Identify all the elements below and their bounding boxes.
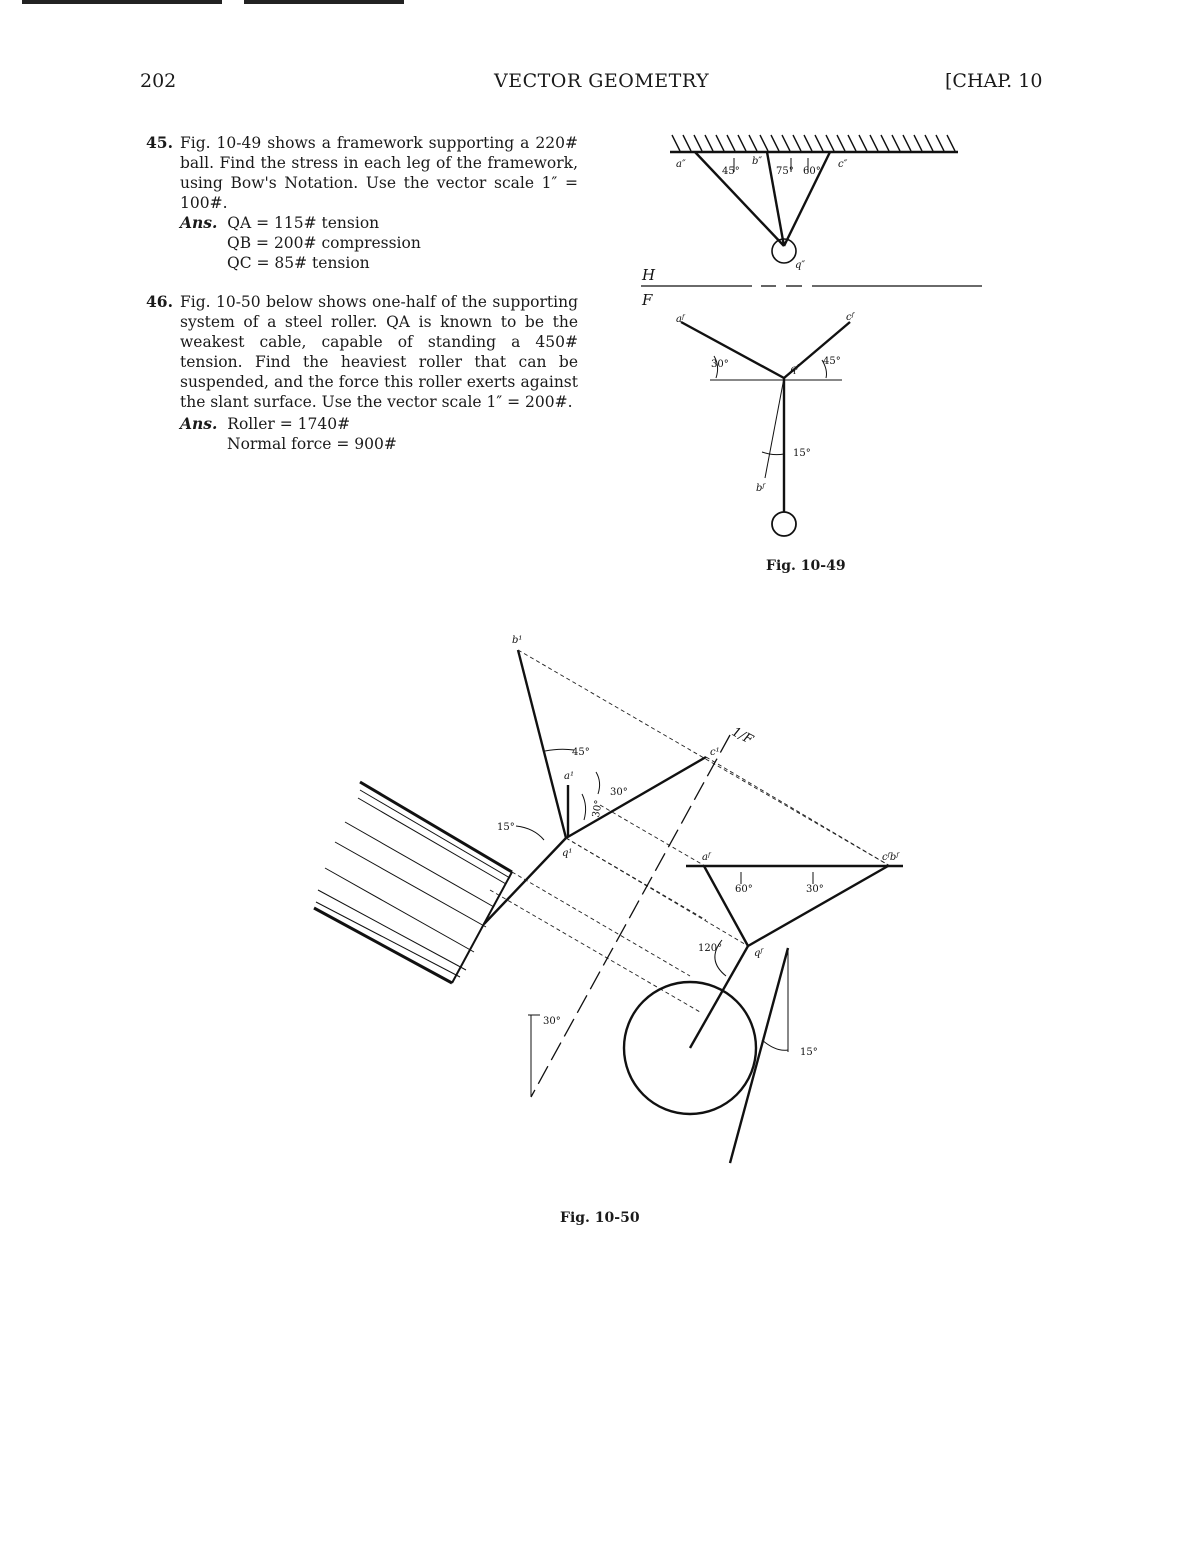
angle-120: 120° (698, 943, 723, 954)
angle-30-right: 30° (806, 884, 824, 895)
label-q-front: qᶠ (790, 364, 799, 375)
label-c1: c¹ (710, 747, 720, 758)
angle-60: 60° (735, 884, 753, 895)
label-f: F (642, 291, 653, 309)
label-b-front: bᶠ (756, 483, 765, 494)
angle-15-left: 15° (497, 822, 515, 833)
front-view-force-triangle (686, 866, 903, 1048)
angle-30-upper: 30° (610, 787, 628, 798)
angle-60-top: 60° (803, 166, 821, 177)
angle-45-top: 45° (722, 166, 740, 177)
label-b1: b¹ (512, 635, 523, 646)
figure-caption-10-49: Fig. 10-49 (766, 558, 846, 574)
running-title: VECTOR GEOMETRY (494, 70, 710, 92)
problem-number: 45. (146, 133, 173, 152)
problem-number: 46. (146, 292, 173, 311)
projection-lines (490, 650, 890, 1012)
angle-75-top: 75° (776, 166, 794, 177)
label-c-front: cᶠ (846, 312, 854, 323)
answer-line: QC = 85# tension (227, 254, 370, 272)
answer-label: Ans. (180, 414, 218, 433)
angle-45-front: 45° (823, 356, 841, 367)
problem-text: Fig. 10-50 below shows one-half of the supporting system of a steel roller. QA is known to be the weakest cable, capable of standing a 450# tension. Find the heaviest roller that can be suspended, and the force this roller exerts against the slant surface. Use the vector scale 1″ = 200#. (180, 293, 578, 411)
answer-line: QB = 200# compression (227, 234, 421, 252)
angle-45: 45° (572, 747, 590, 758)
figure-caption-10-50: Fig. 10-50 (560, 1210, 640, 1226)
answer-line: Normal force = 900# (227, 435, 397, 453)
label-fold-1f: 1/F (729, 724, 756, 748)
angle-15-right: 15° (800, 1047, 818, 1058)
label-qF: qᶠ (754, 948, 763, 959)
slant-surface-hatch (314, 782, 512, 983)
answer-line: Roller = 1740# (227, 415, 351, 433)
label-h: H (642, 266, 656, 284)
label-a-top: a″ (676, 159, 686, 170)
label-aF: aᶠ (702, 852, 711, 863)
angle-30-vertical: 30° (590, 799, 605, 819)
chapter-label: [CHAP. 10 (945, 70, 1043, 92)
label-a-front: aᶠ (676, 314, 685, 325)
problem-text: Fig. 10-49 shows a framework supporting a 220# ball. Find the stress in each leg of the framework, using Bow's Notation. Use the vector scale 1″ = 100#. (180, 134, 578, 212)
roller-slant-surface (730, 948, 788, 1163)
answer-label: Ans. (180, 213, 218, 232)
label-q1: q¹ (562, 848, 573, 859)
angle-30-lower: 30° (543, 1016, 561, 1027)
angle-15-front: 15° (793, 448, 811, 459)
page-number: 202 (140, 70, 177, 92)
label-c-top: c″ (838, 159, 848, 170)
auxiliary-view-framework (484, 650, 706, 924)
answer-line: QA = 115# tension (227, 214, 380, 232)
label-cFbF: cᶠbᶠ (882, 852, 899, 863)
label-q-top: q″ (795, 260, 806, 271)
label-a1: a¹ (564, 771, 574, 782)
angle-30-front: 30° (711, 359, 729, 370)
label-b-top: b″ (752, 156, 763, 167)
